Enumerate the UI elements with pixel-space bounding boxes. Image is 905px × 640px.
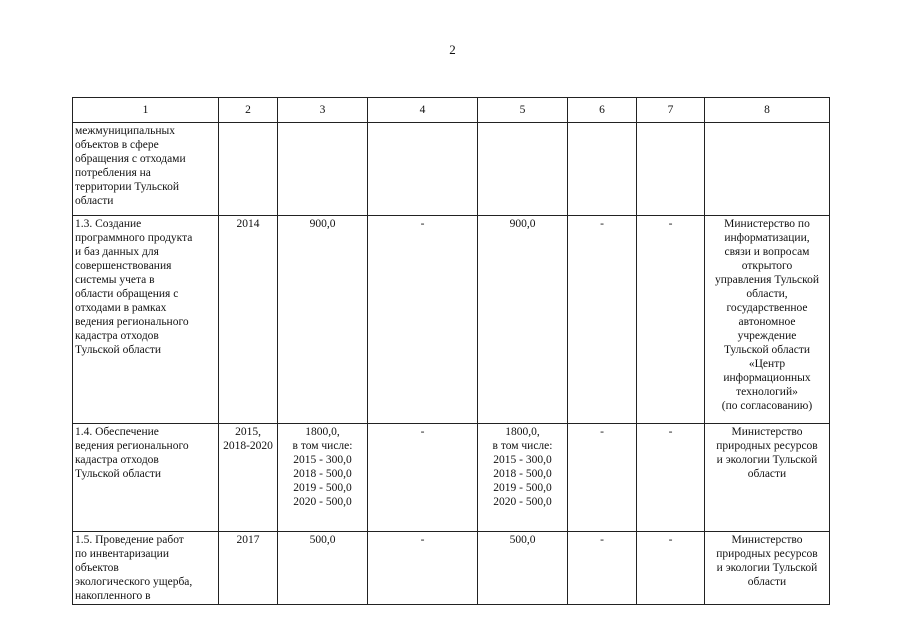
local-budget-cell: - xyxy=(568,424,637,532)
activity-description: 1.5. Проведение работ по инвентаризации объектов экологического ущерба, накопленного в xyxy=(73,532,219,605)
header-cell-8: 8 xyxy=(705,98,830,123)
regional-budget-cell: 1800,0, в том числе: 2015 - 300,0 2018 - 500,0 2019 - 500,0 2020 - 500,0 xyxy=(478,424,568,532)
local-budget-cell: - xyxy=(568,216,637,424)
regional-budget-cell: 500,0 xyxy=(478,532,568,605)
total-amount-cell: 1800,0, в том числе: 2015 - 300,0 2018 - 500,0 2019 - 500,0 2020 - 500,0 xyxy=(278,424,368,532)
table-row xyxy=(73,216,830,424)
total-amount-cell: 900,0 xyxy=(278,216,368,424)
page-number: 2 xyxy=(449,42,456,57)
header-cell-6: 6 xyxy=(568,98,637,123)
activity-description: 1.3. Создание программного продукта и баз данных для совершенствования системы учета в области обращения с отходами в рамках ведения регионального кадастра отходов Тульской области xyxy=(73,216,219,424)
program-table xyxy=(72,97,830,605)
executor-cell xyxy=(705,123,830,216)
federal-budget-cell: - xyxy=(368,424,478,532)
table-row xyxy=(73,123,830,216)
header-cell-1: 1 xyxy=(73,98,219,123)
local-budget-cell: - xyxy=(568,532,637,605)
regional-budget-cell xyxy=(478,123,568,216)
period-cell: 2015, 2018-2020 xyxy=(219,424,278,532)
total-amount-cell: 500,0 xyxy=(278,532,368,605)
other-sources-cell: - xyxy=(637,424,705,532)
total-amount-cell xyxy=(278,123,368,216)
executor-cell: Министерство по информатизации, связи и вопросам открытого управления Тульской области, государственное автономное учреждение Тульской области «Центр информационных технологий» (по согласованию) xyxy=(705,216,830,424)
table-row xyxy=(73,532,830,605)
header-cell-7: 7 xyxy=(637,98,705,123)
executor-cell: Министерство природных ресурсов и экологии Тульской области xyxy=(705,532,830,605)
period-cell: 2017 xyxy=(219,532,278,605)
period-cell: 2014 xyxy=(219,216,278,424)
activity-description: межмуниципальных объектов в сфере обращения с отходами потребления на территории Тульской области xyxy=(73,123,219,216)
activity-description: 1.4. Обеспечение ведения регионального кадастра отходов Тульской области xyxy=(73,424,219,532)
other-sources-cell xyxy=(637,123,705,216)
header-cell-2: 2 xyxy=(219,98,278,123)
federal-budget-cell: - xyxy=(368,216,478,424)
table-row xyxy=(73,424,830,532)
header-cell-5: 5 xyxy=(478,98,568,123)
local-budget-cell xyxy=(568,123,637,216)
federal-budget-cell xyxy=(368,123,478,216)
header-row xyxy=(73,98,830,123)
regional-budget-cell: 900,0 xyxy=(478,216,568,424)
other-sources-cell: - xyxy=(637,532,705,605)
header-cell-3: 3 xyxy=(278,98,368,123)
executor-cell: Министерство природных ресурсов и экологии Тульской области xyxy=(705,424,830,532)
period-cell xyxy=(219,123,278,216)
other-sources-cell: - xyxy=(637,216,705,424)
header-cell-4: 4 xyxy=(368,98,478,123)
federal-budget-cell: - xyxy=(368,532,478,605)
